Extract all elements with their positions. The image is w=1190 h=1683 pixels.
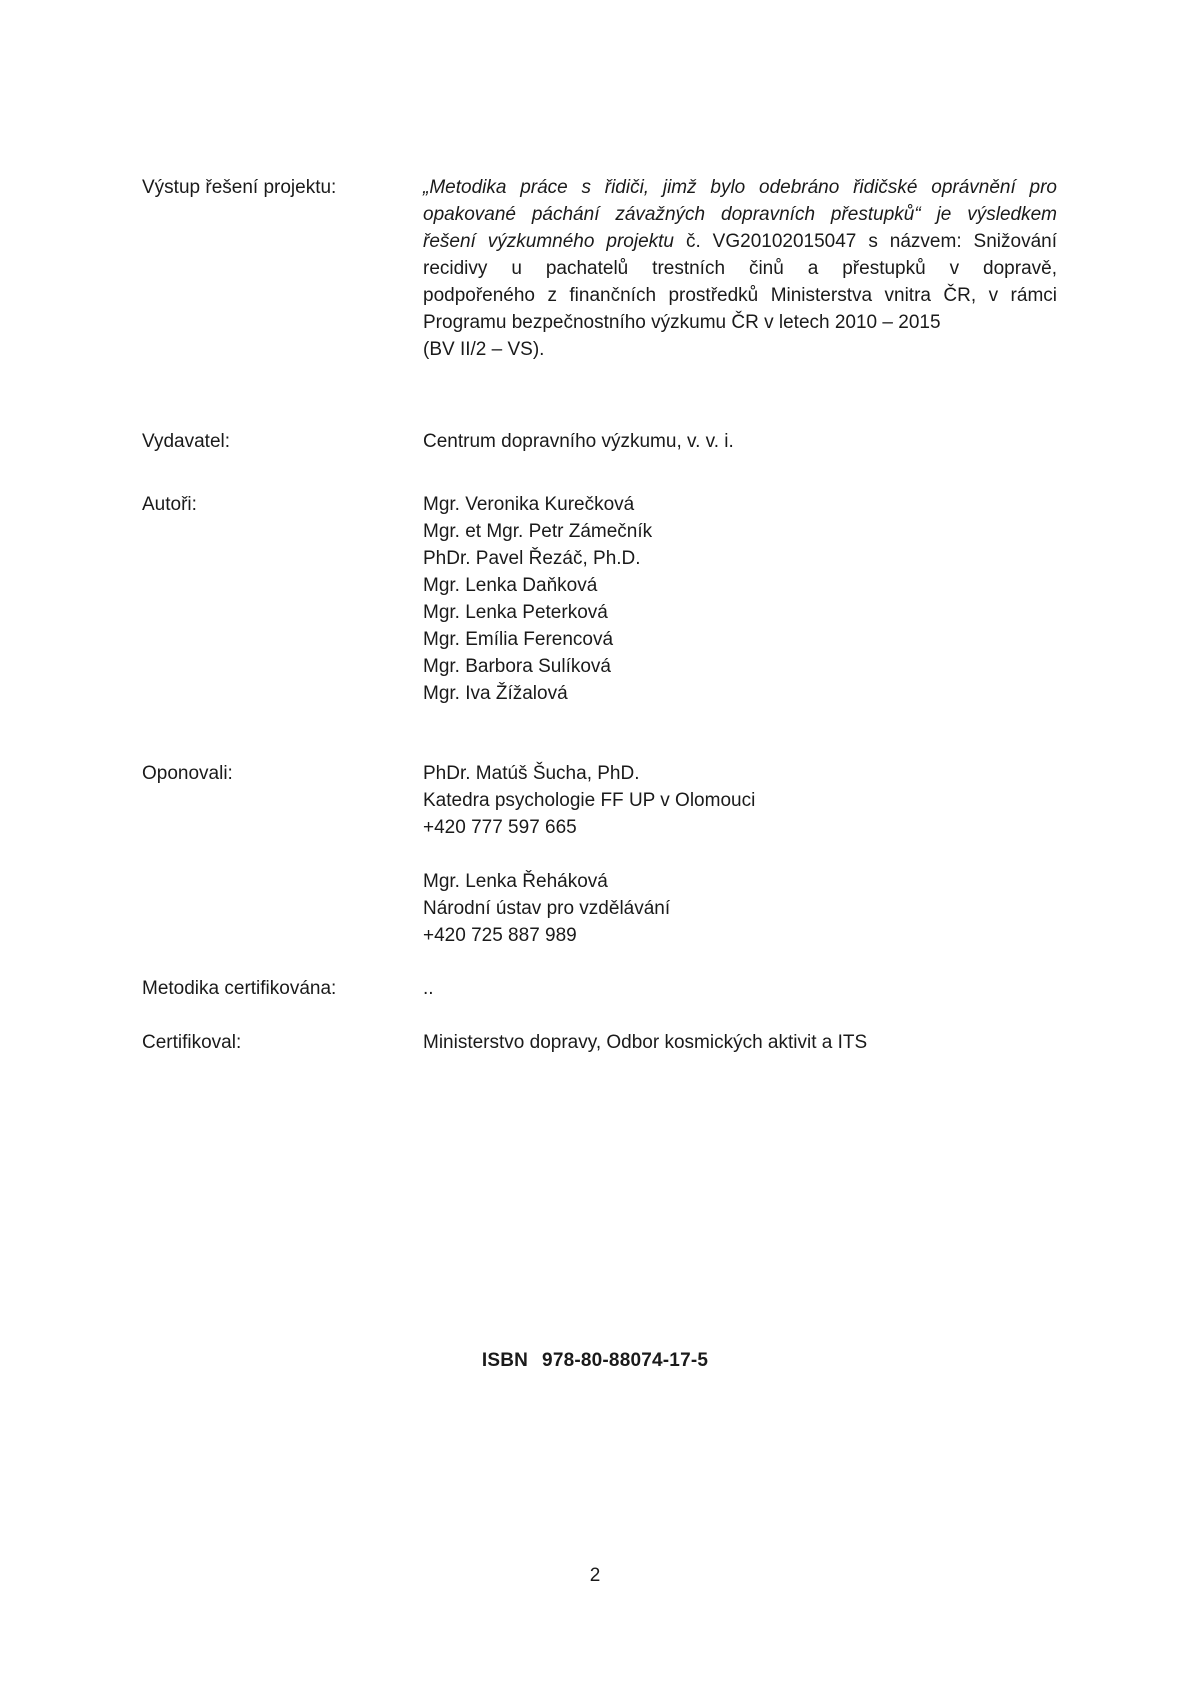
authors-row bbox=[142, 491, 1057, 707]
certified-label: Metodika certifikována: bbox=[142, 978, 337, 999]
certifier-value: Ministerstvo dopravy, Odbor kosmických aktivit a ITS bbox=[423, 1032, 868, 1053]
isbn-value: 978-80-88074-17-5 bbox=[542, 1350, 709, 1371]
project-output-row bbox=[142, 174, 1057, 364]
project-output-line: (BV II/2 – VS). bbox=[423, 339, 545, 360]
project-output-line: recidivy u pachatelů trestních činů a přestupků v dopravě, bbox=[423, 258, 1057, 279]
reviewer-institution: Národní ústav pro vzdělávání bbox=[423, 898, 671, 919]
author-name: Mgr. Veronika Kurečková bbox=[423, 494, 635, 515]
isbn-label: ISBN bbox=[481, 1350, 529, 1371]
author-name: Mgr. Lenka Daňková bbox=[423, 575, 598, 596]
certified-value: .. bbox=[423, 978, 434, 999]
project-output-text bbox=[423, 174, 1057, 363]
certifier-label: Certifikoval: bbox=[142, 1032, 242, 1053]
author-name: PhDr. Pavel Řezáč, Ph.D. bbox=[423, 548, 641, 569]
authors-label: Autoři: bbox=[142, 494, 197, 515]
certified-row bbox=[142, 975, 1057, 1002]
project-output-label: Výstup řešení projektu: bbox=[142, 177, 337, 198]
certifier-row bbox=[142, 1029, 1057, 1056]
publisher-row bbox=[142, 428, 1057, 455]
reviewer-phone: +420 725 887 989 bbox=[423, 925, 577, 946]
author-name: Mgr. Iva Žížalová bbox=[423, 683, 568, 704]
author-name: Mgr. et Mgr. Petr Zámečník bbox=[423, 521, 653, 542]
publisher-label: Vydavatel: bbox=[142, 431, 231, 452]
author-name: Mgr. Barbora Sulíková bbox=[423, 656, 611, 677]
project-output-line: Programu bezpečnostního výzkumu ČR v letech 2010 – 2015 bbox=[423, 312, 941, 333]
project-output-line: opakované páchání závažných dopravních přestupků“ je výsledkem bbox=[423, 204, 1057, 225]
project-output-line: „Metodika práce s řidiči, jimž bylo odebráno řidičské oprávnění pro bbox=[423, 177, 1057, 198]
reviewer-name: Mgr. Lenka Řeháková bbox=[423, 871, 608, 892]
project-output-line: řešení výzkumného projektu č. VG20102015047 s názvem: Snižování bbox=[423, 231, 1057, 252]
reviewer-spacer bbox=[423, 841, 1057, 868]
page-number: 2 bbox=[589, 1565, 601, 1586]
authors-list bbox=[423, 491, 1057, 707]
author-name: Mgr. Emília Ferencová bbox=[423, 629, 614, 650]
reviewer-phone: +420 777 597 665 bbox=[423, 817, 577, 838]
reviewers-row bbox=[142, 760, 1057, 950]
reviewer-institution: Katedra psychologie FF UP v Olomouci bbox=[423, 790, 756, 811]
project-output-line: podpořeného z finančních prostředků Ministerstva vnitra ČR, v rámci bbox=[423, 285, 1057, 306]
publisher-value: Centrum dopravního výzkumu, v. v. i. bbox=[423, 431, 734, 452]
reviewers-list bbox=[423, 760, 1057, 949]
isbn-line bbox=[0, 1347, 1190, 1374]
reviewers-label: Oponovali: bbox=[142, 763, 233, 784]
author-name: Mgr. Lenka Peterková bbox=[423, 602, 608, 623]
reviewer-name: PhDr. Matúš Šucha, PhD. bbox=[423, 763, 640, 784]
